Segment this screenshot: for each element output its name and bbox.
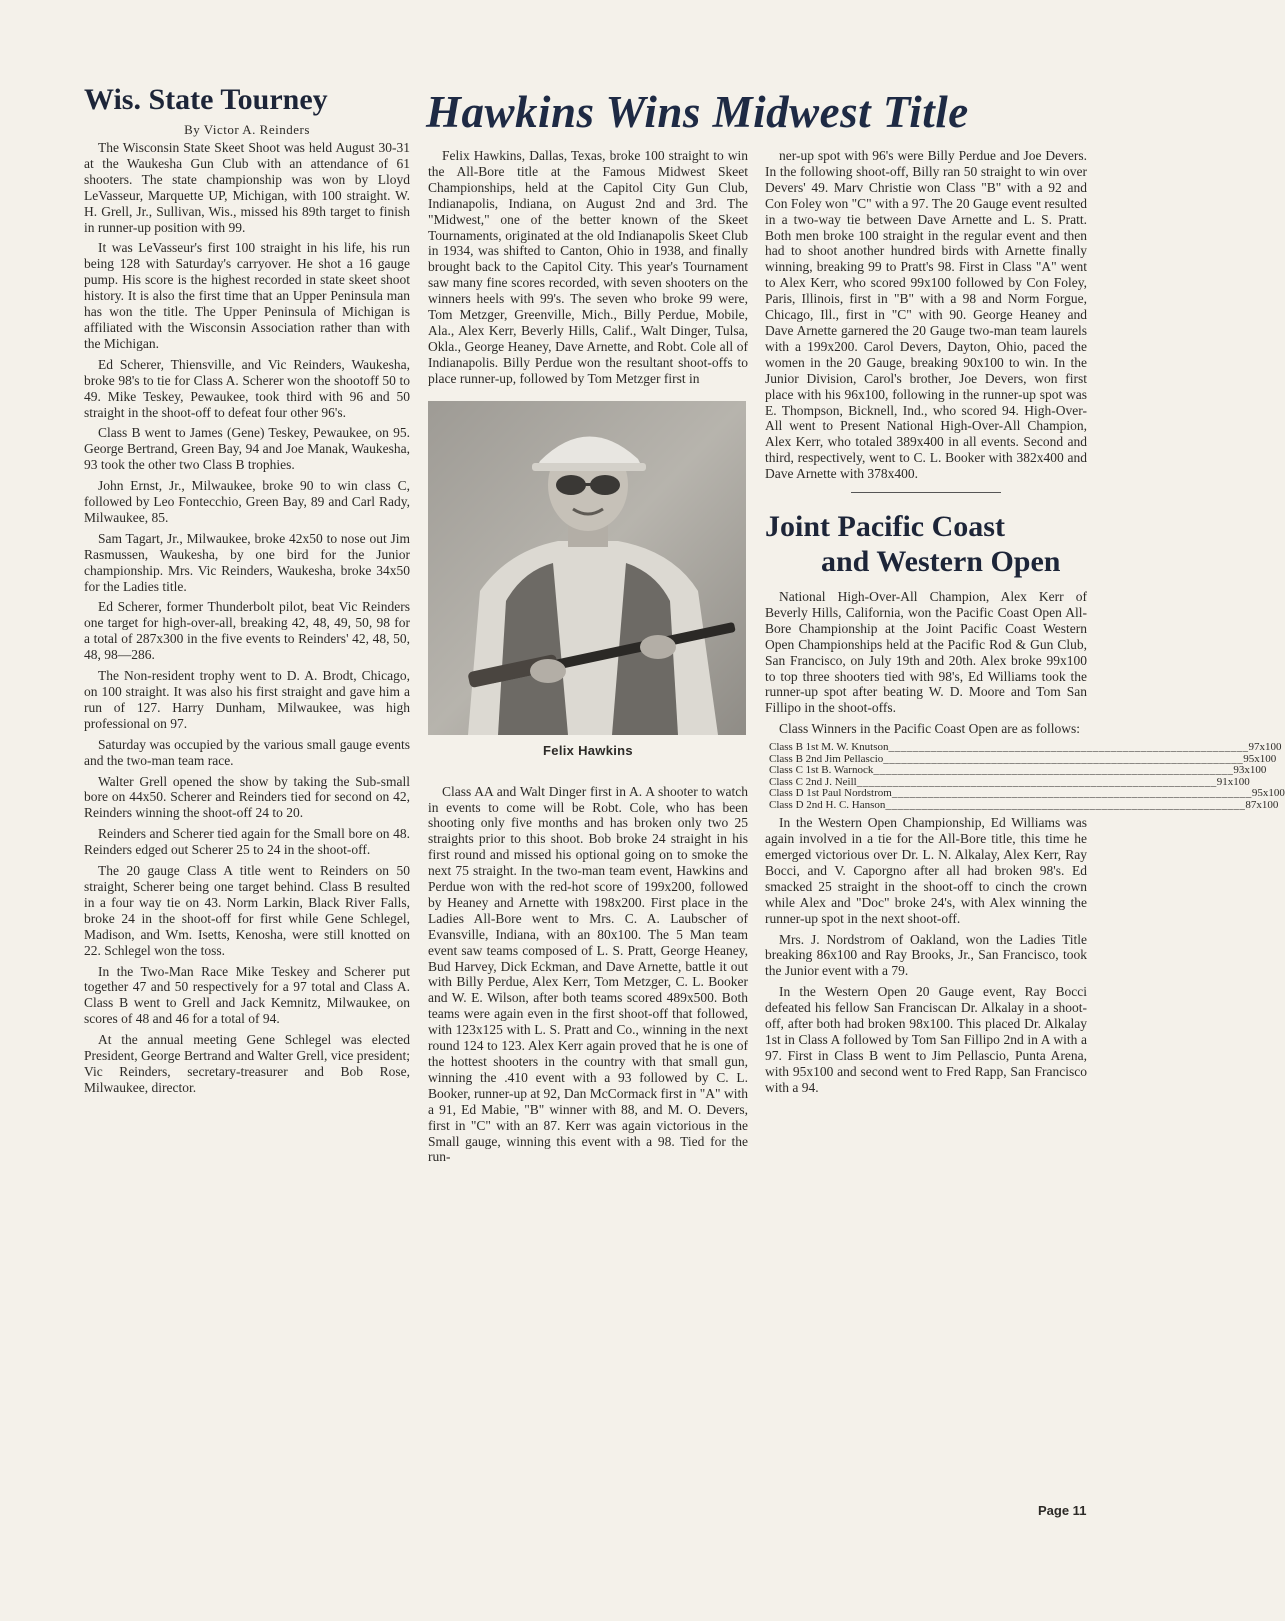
class-winner-score: 95x100 xyxy=(1251,787,1285,800)
class-winner-row xyxy=(769,798,1279,812)
photo-caption: Felix Hawkins xyxy=(543,742,633,758)
article-paragraph: Saturday was occupied by the various small gauge events and the two-man team race. xyxy=(84,736,410,768)
article-paragraph: The Non-resident trophy went to D. A. Brodt, Chicago, on 100 straight. It was also his first straight and gave him a run of 127. Harry Dunham, Milwaukee, was high professional on 97. xyxy=(84,668,410,731)
class-winner-name: Class C 2nd J. Neill xyxy=(769,775,857,788)
felix-hawkins-photo xyxy=(428,401,746,735)
middle-article-body-bottom xyxy=(428,784,748,1166)
class-winner-score: 95x100 xyxy=(1243,752,1277,765)
class-winner-score: 93x100 xyxy=(1233,764,1267,777)
pacific-coast-title-line1: Joint Pacific Coast xyxy=(765,510,1005,544)
class-winner-row xyxy=(769,764,1267,777)
class-winners-table xyxy=(769,741,1285,811)
class-winner-score: 97x100 xyxy=(1248,741,1282,754)
class-winner-name: Class C 1st B. Warnock xyxy=(769,764,874,777)
leader-dots: ____________________________________________________________ xyxy=(883,752,1244,765)
article-paragraph: National High-Over-All Champion, Alex Kerr of Beverly Hills, California, won the Pacific Coast Open All-Bore Championship at the Joint Pacific Coast Western Open Championships held at the Pacific Rod & Gun Club, San Francisco, on July 19th and 20th. Alex broke 99x100 to top three shooters tied with 98's, Ed Williams took the runner-up spot after beating W. D. Moore and Tom San Fillipo in the shoot-offs. xyxy=(765,589,1087,716)
article-paragraph: The 20 gauge Class A title went to Reinders on 50 straight, Scherer being one target behind. Class B resulted in a four way tie on 43. Norm Larkin, Black River Falls, broke 24 in the shoot-off for first while Gene Schlegel, Madison, and Wm. Isetts, Kenosha, were still knotted on 22. Schlegel won the toss. xyxy=(84,863,410,958)
article-paragraph: ner-up spot with 96's were Billy Perdue and Joe Devers. In the following shoot-off, Billy ran 50 straight to win over Devers' 49. Marv Christie won Class "B" with a 92 and Con Foley won "C" with a 97. The 20 Gauge event resulted in a two-way tie between Dave Arnette and L. S. Pratt. Both men broke 100 straight in the regular event and then had to shoot another hundred birds with Arnette finally winning, breaking 99 to Pratt's 98. First in Class "A" went to Alex Kerr, who scored 99x100 followed by Con Foley, Paris, Illinois, first in "B" with a 98 and Norm Forgue, Chicago, Ill., first in "C" with 90. George Heaney and Dave Arnette garnered the 20 Gauge two-man team laurels with a 199x200. Carol Devers, Dayton, Ohio, paced the women in the 20 Gauge, breaking 90x100 to win. In the Junior Division, Carol's brother, Joe Devers, won first place with his 96x100, following in the runner-up spot was E. Thompson, Bicknell, Ind., who scored 94. High-Over-All went to Present National High-Over-All Champion, Alex Kerr, who totaled 389x400 in all events. Second and third, respectively, went to C. L. Booker with 382x400 and Dave Arnette with 378x400. xyxy=(765,148,1087,482)
article-paragraph: John Ernst, Jr., Milwaukee, broke 90 to win class C, followed by Leo Fontecchio, Green Bay, 89 and Carl Rady, Milwaukee, 85. xyxy=(84,478,410,525)
class-winner-row xyxy=(769,787,1285,800)
right-article-body-mid xyxy=(765,589,1087,737)
class-winner-name: Class D 2nd H. C. Hanson xyxy=(769,798,886,811)
leader-dots: ____________________________________________________________ xyxy=(888,741,1249,754)
article-paragraph: Mrs. J. Nordstrom of Oakland, won the Ladies Title breaking 86x100 and Ray Brooks, Jr., San Francisco, took the Junior event with a 79. xyxy=(765,931,1087,979)
leader-dots: ____________________________________________________________ xyxy=(885,798,1246,811)
right-article-body-bottom xyxy=(765,815,1087,1095)
left-article-title: Wis. State Tourney xyxy=(84,83,328,116)
leader-dots: ____________________________________________________________ xyxy=(873,764,1234,777)
article-paragraph: Reinders and Scherer tied again for the Small bore on 48. Reinders edged out Scherer 25 to 24 in the shoot-off. xyxy=(84,826,410,858)
right-column xyxy=(765,148,1285,1101)
class-winner-score: 91x100 xyxy=(1216,775,1250,788)
article-paragraph: Felix Hawkins, Dallas, Texas, broke 100 straight to win the All-Bore title at the Famous Midwest Skeet Championships, held at the Capitol City Gun Club, Indianapolis, Indiana, on August 2nd and 3rd. The "Midwest," one of the better known of the Skeet Tournaments, originated at the old Indianapolis Skeet Club in 1934, was shifted to Canton, Ohio in 1938, and finally brought back to the Capitol City. This year's Tournament saw many fine scores recorded, with seven shooters on the winners heels with 99's. The seven who broke 99 were, Tom Metzger, Greenville, Mich., Billy Perdue, Mobile, Ala., Alex Kerr, Beverly Hills, Calif., Walt Dinger, Tulsa, Okla., George Heaney, Dave Arnette, and Robt. Cole all of Indianapolis. Billy Perdue won the resultant shoot-offs to place runner-up, followed by Tom Metzger first in xyxy=(428,148,748,386)
photo-illustration xyxy=(428,401,746,735)
pacific-coast-title xyxy=(765,509,1087,579)
article-paragraph: The Wisconsin State Skeet Shoot was held August 30-31 at the Waukesha Gun Club with an attendance of 61 shooters. The state championship was won by Lloyd LeVasseur, Marquette UP, Michigan, with 100 straight. W. H. Grell, Jr., Sullivan, Wis., missed his 89th target to finish in runner-up position with 99. xyxy=(84,140,410,235)
leader-dots: ____________________________________________________________ xyxy=(856,775,1217,788)
section-divider xyxy=(851,492,1001,493)
article-paragraph: Class Winners in the Pacific Coast Open are as follows: xyxy=(779,721,1081,737)
class-winner-score: 87x100 xyxy=(1245,798,1279,811)
right-article-body-top xyxy=(765,148,1087,482)
page-number: Page 11 xyxy=(1038,1503,1087,1518)
article-paragraph: Class AA and Walt Dinger first in A. A shooter to watch in events to come will be Robt. Cole, who has been shooting only five months and has broken only two 25 straights prior to this shoot. Bob broke 24 straight in his first round and missed his optional going on to smoke the next 75 straight. In the two-man team event, Hawkins and Perdue won with the red-hot score of 199x200, followed by Heaney and Arnette with 198x200. First place in the Ladies All-Bore went to Mrs. C. A. Laubscher of Evansville, Indiana, with an 80x100. The 5 Man team event saw teams composed of L. S. Pratt, George Heaney, Bud Harvey, Dick Eckman, and Dave Arnette, battle it out with Billy Perdue, Alex Kerr, Tom Metzger, C. L. Booker and W. E. Wilson, after both teams scored 489x500. Both teams were again even in the first shoot-off that followed, with 123x125 with L. S. Pratt and Co., winning in the next round 124 to 123. Alex Kerr again proved that he is one of the hottest shooters in the country with that small gun, winning the .410 event with a 93 followed by C. L. Booker, runner-up at 92, Dan McCormack first in "A" with a 91, Ed Mabie, "B" winner with 88, and M. O. Devers, first in "C" with an 87. Kerr was again victorious in the Small gauge, winning this event with a 98. Tied for the run- xyxy=(428,783,748,1165)
article-paragraph: In the Western Open 20 Gauge event, Ray Bocci defeated his fellow San Franciscan Dr. Alkalay in a shoot-off, after both had broken 98x100. This placed Dr. Alkalay 1st in Class A followed by Tom San Fillipo 2nd in A with a 97. First in Class B went to Jim Pellascio, Punta Arena, with 95x100 and second went to Fred Rapp, San Francisco with a 94. xyxy=(765,984,1087,1095)
article-paragraph: In the Two-Man Race Mike Teskey and Scherer put together 47 and 50 respectively for a 97 total and Class A. Class B went to Grell and Jack Kemnitz, Milwaukee, on scores of 48 and 46 for a total of 94. xyxy=(84,963,410,1027)
article-paragraph: Class B went to James (Gene) Teskey, Pewaukee, on 95. George Bertrand, Green Bay, 94 and Joe Manak, Waukesha, 93 took the other two Class B trophies. xyxy=(84,425,410,473)
leader-dots: ____________________________________________________________ xyxy=(891,787,1252,800)
class-winner-name: Class B 1st M. W. Knutson xyxy=(769,741,889,754)
pacific-coast-title-line2: and Western Open xyxy=(821,545,1061,579)
class-winner-row xyxy=(769,741,1282,754)
middle-article-body-top xyxy=(428,148,748,387)
article-paragraph: At the annual meeting Gene Schlegel was elected President, George Bertrand and Walter Grell, vice president; Vic Reinders, secretary-treasurer and Bob Rose, Milwaukee, director. xyxy=(84,1032,410,1095)
main-headline: Hawkins Wins Midwest Title xyxy=(426,87,969,137)
class-winner-name: Class D 1st Paul Nordstrom xyxy=(769,787,892,800)
left-article-body xyxy=(84,140,410,1096)
article-paragraph: Walter Grell opened the show by taking the Sub-small bore on 44x50. Scherer and Reinders tied for second on 42, Reinders winning the shoot-off 24 to 20. xyxy=(84,773,410,821)
byline: By Victor A. Reinders xyxy=(184,122,310,137)
article-paragraph: Ed Scherer, former Thunderbolt pilot, beat Vic Reinders one target for high-over-all, breaking 42, 48, 49, 50, 98 for a total of 287x300 in the five events to Reinders' 42, 48, 50, 48, 98—286. xyxy=(84,599,410,663)
article-paragraph: It was LeVasseur's first 100 straight in his life, his run being 128 with Saturday's carryover. He shot a 16 gauge pump. His score is the highest recorded in state skeet shoot history. It is also the first time that an Upper Peninsula man has won the title. The Upper Peninsula of Michigan is affiliated with the Wisconsin Association rather than with the Michigan. xyxy=(84,240,410,351)
class-winner-name: Class B 2nd Jim Pellascio xyxy=(769,752,884,765)
article-paragraph: Ed Scherer, Thiensville, and Vic Reinders, Waukesha, broke 98's to tie for Class A. Scherer won the shootoff 50 to 49. Mike Teskey, Pewaukee, took third with 96 and 50 straight in the shoot-off to defeat four other 96's. xyxy=(84,356,410,420)
article-paragraph: In the Western Open Championship, Ed Williams was again involved in a tie for the All-Bore title, this time he emerged victorious over Dr. L. N. Alkalay, Alex Kerr, Ray Bocci, and V. Caporgno after all had broken 98's. Ed smacked 25 straight in the shoot-off to cinch the crown while Alex and "Doc" broke 24's, with Alex winning the runner-up spot in the next shoot-off. xyxy=(765,815,1087,926)
left-column xyxy=(84,82,410,1101)
article-paragraph: Sam Tagart, Jr., Milwaukee, broke 42x50 to nose out Jim Rasmussen, Waukesha, by one bird for the Junior championship. Mrs. Vic Reinders, Waukesha, broke 34x50 for the Ladies title. xyxy=(84,530,410,594)
middle-column xyxy=(428,148,748,1170)
